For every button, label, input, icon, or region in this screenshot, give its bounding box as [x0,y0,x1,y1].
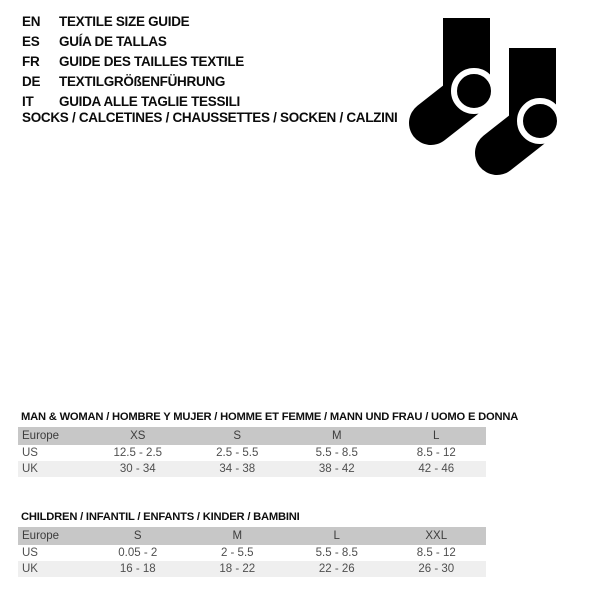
size-value: 5.5 - 8.5 [315,547,358,560]
size-value: 30 - 34 [119,463,156,475]
size-value: 34 - 38 [219,463,256,475]
language-row [22,72,244,92]
column-header: L [387,427,487,445]
language-label: TEXTILGRÖßENFÜHRUNG [59,74,226,89]
column-header: S [188,427,288,445]
size-section-children [18,511,486,577]
size-value: 16 - 18 [119,563,156,575]
column-header: Europe [18,427,88,445]
size-value: 2 - 5.5 [220,547,254,560]
size-table-header-row [18,427,486,445]
column-header: M [287,427,387,445]
language-row [22,12,244,32]
sock-back-shape [431,18,494,123]
sock-front-shape [497,42,562,153]
language-code: IT [22,94,34,109]
column-header: L [287,527,387,545]
language-code: ES [22,34,40,49]
size-value: 2.5 - 5.5 [216,447,259,460]
size-section-man-woman [18,411,519,477]
row-label: US [22,447,38,460]
language-row [22,52,244,72]
size-value: 26 - 30 [418,563,455,575]
row-label: US [22,547,38,560]
column-header: XS [88,427,188,445]
size-value: 12.5 - 2.5 [113,447,163,460]
size-value: 18 - 22 [219,563,256,575]
column-header: Europe [18,527,88,545]
table-title: CHILDREN / INFANTIL / ENFANTS / KINDER / BAMBINI [21,511,300,523]
table-row [18,561,486,577]
size-value: 8.5 - 12 [416,547,456,560]
size-table-man-woman [18,427,486,477]
table-row [18,461,486,477]
socks-icon [403,8,575,178]
table-row [18,545,486,561]
size-value: 42 - 46 [418,463,455,475]
size-value: 38 - 42 [318,463,355,475]
language-code: EN [22,14,41,29]
size-value: 8.5 - 12 [416,447,456,460]
language-code: DE [22,74,41,89]
size-value: 0.05 - 2 [118,547,158,560]
language-row [22,32,244,52]
column-header: S [88,527,188,545]
language-label: TEXTILE SIZE GUIDE [59,14,190,29]
language-label: GUIDA ALLE TAGLIE TESSILI [59,94,240,109]
language-label: GUIDE DES TAILLES TEXTILE [59,54,245,69]
language-row [22,92,244,112]
category-line: SOCKS / CALCETINES / CHAUSSETTES / SOCKEN / CALZINI [22,110,398,125]
row-label: UK [22,463,38,475]
row-label: UK [22,563,38,575]
table-row [18,445,486,461]
language-label: GUÍA DE TALLAS [59,34,167,49]
size-table-children [18,527,486,577]
column-header: XXL [387,527,487,545]
table-title: MAN & WOMAN / HOMBRE Y MUJER / HOMME ET FEMME / MANN UND FRAU / UOMO E DONNA [21,411,519,423]
size-value: 22 - 26 [318,563,355,575]
column-header: M [188,527,288,545]
size-value: 5.5 - 8.5 [315,447,358,460]
language-list [22,12,244,112]
size-table-header-row [18,527,486,545]
language-code: FR [22,54,40,69]
